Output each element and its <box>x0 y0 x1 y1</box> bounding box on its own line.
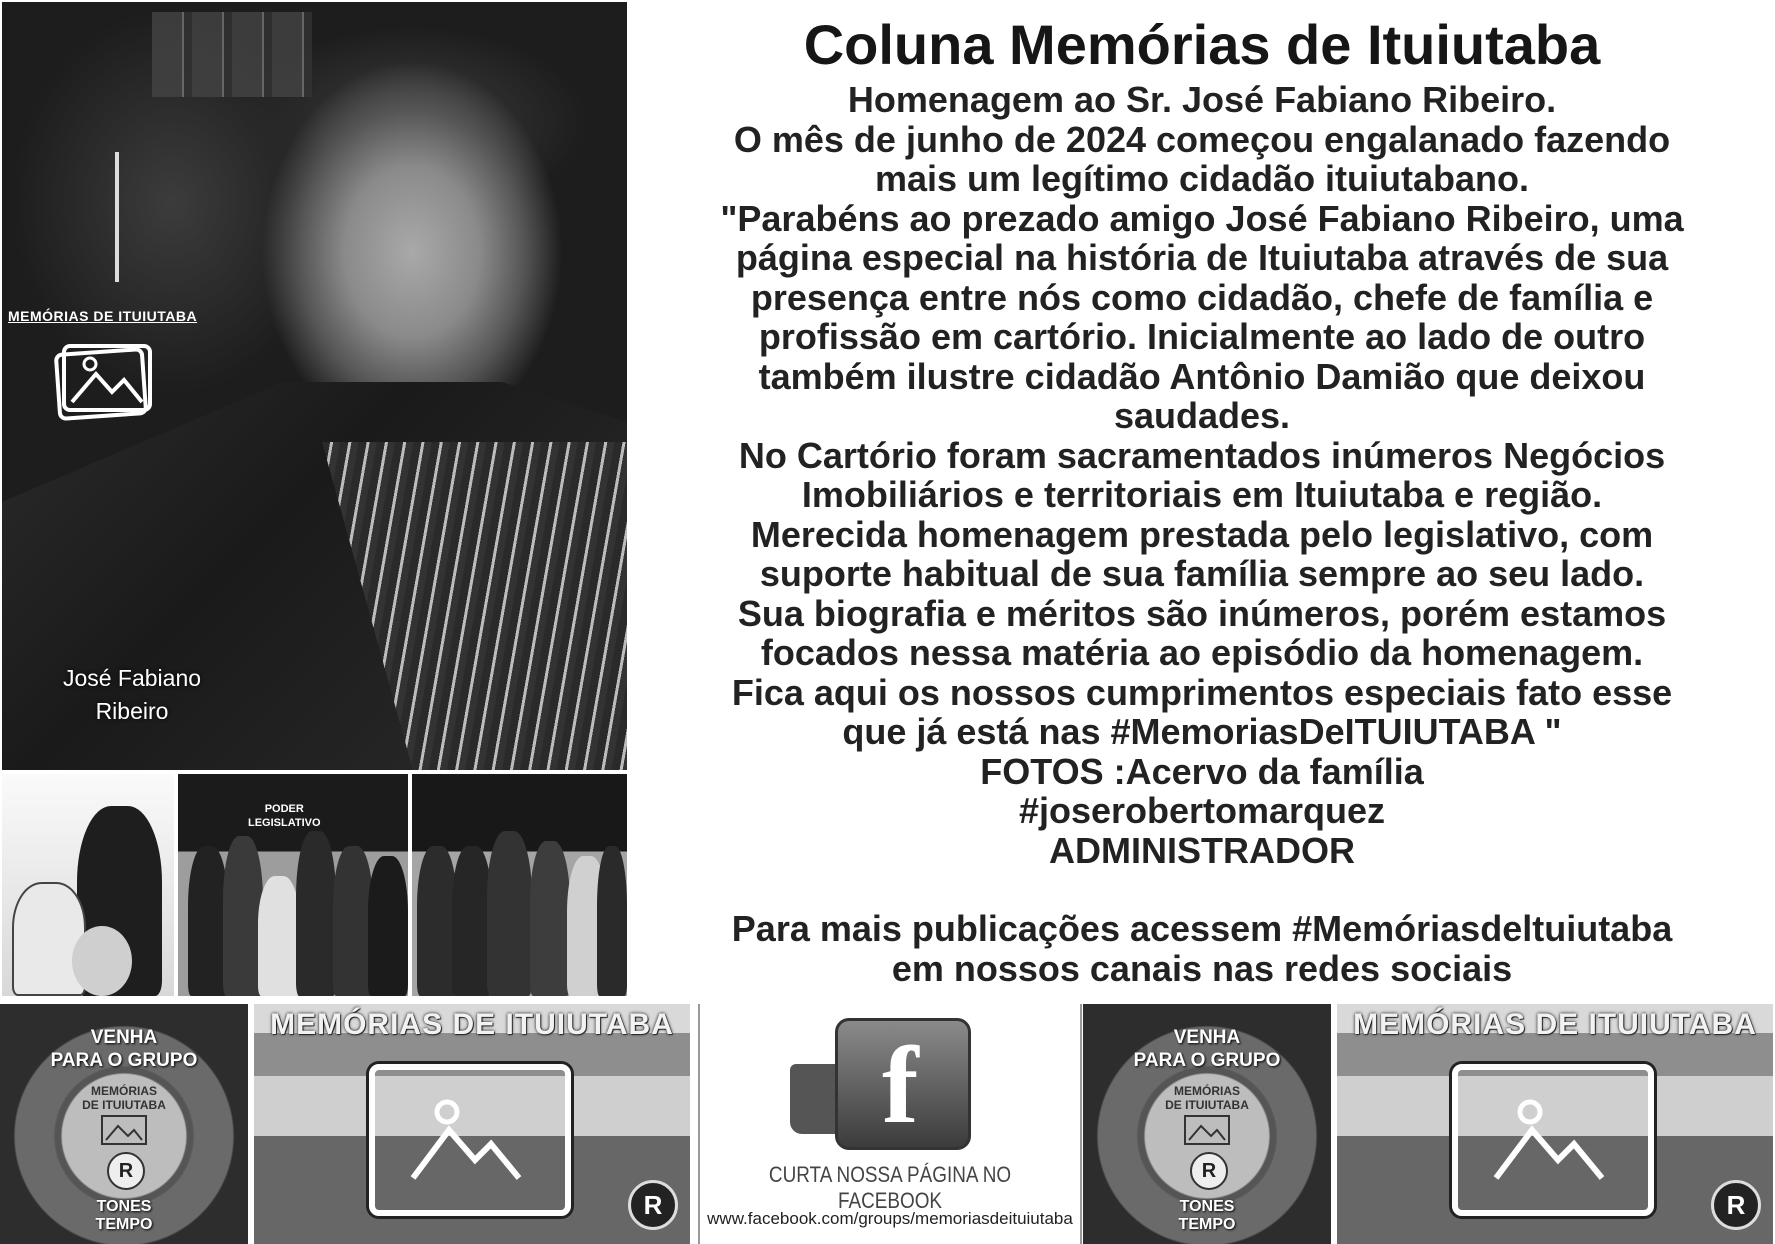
image-icon <box>1488 1086 1608 1186</box>
photo-person <box>452 846 492 996</box>
facebook-icon <box>835 1018 971 1150</box>
article-line: "Parabéns ao prezado amigo José Fabiano Ribeiro, uma <box>720 197 1684 239</box>
caption-line-1: José Fabiano <box>62 665 202 691</box>
venha-bottom <box>0 1198 248 1234</box>
venha-line-1: VENHA <box>1173 1027 1241 1048</box>
facebook-cta: CURTA NOSSA PÁGINA NO FACEBOOK <box>768 1162 1012 1213</box>
article-line: suporte habitual de sua família sempre ao seu lado. <box>759 553 1645 594</box>
venha-sub-2: DE ITUIUTABA <box>1165 1098 1249 1112</box>
image-icon <box>100 1114 148 1146</box>
image-icon <box>1183 1114 1231 1146</box>
venha-sub-1: MEMÓRIAS <box>1174 1084 1240 1098</box>
background-glasses <box>152 12 312 97</box>
sign-line-1: PODER <box>264 803 304 815</box>
photo-person <box>223 836 263 996</box>
venha-sub-2: DE ITUIUTABA <box>82 1098 166 1112</box>
venha-sub <box>0 1084 248 1112</box>
legislative-sign <box>248 802 321 830</box>
image-icon <box>405 1086 525 1186</box>
photo-person <box>597 846 627 996</box>
image-icon <box>54 342 154 422</box>
city-tile-right <box>1337 1004 1773 1244</box>
facebook-letter: f <box>882 1024 919 1146</box>
portrait-watermark: MEMÓRIAS DE ITUIUTABA <box>8 308 198 324</box>
article-line: O mês de junho de 2024 começou engalanado fazendo <box>733 118 1671 160</box>
image-frame <box>369 1064 571 1216</box>
city-header: MEMÓRIAS DE ITUIUTABA <box>270 1008 674 1041</box>
photo-legislative-group <box>412 774 627 996</box>
article-line: mais um legítimo cidadão ituiutabano. <box>874 158 1530 199</box>
city-header: MEMÓRIAS DE ITUIUTABA <box>1353 1008 1757 1041</box>
group-badge-left <box>0 1004 248 1244</box>
bottom-banner <box>0 1004 1775 1244</box>
photo-person <box>296 831 336 996</box>
venha-bottom-2: TEMPO <box>1178 1216 1236 1233</box>
article-line: No Cartório foram sacramentados inúmeros Negócios <box>738 434 1666 476</box>
caption-line-2: Ribeiro <box>95 698 169 724</box>
image-frame <box>1452 1064 1654 1216</box>
article-line: Homenagem ao Sr. José Fabiano Ribeiro. <box>847 79 1557 120</box>
article-line: página especial na história de Ituiutaba através de sua <box>735 237 1669 278</box>
photo-person <box>258 876 300 996</box>
article-line: FOTOS :Acervo da família <box>980 750 1424 792</box>
article-line: saudades. <box>1113 395 1291 436</box>
city-tile-left <box>254 1004 690 1244</box>
venha-line-1: VENHA <box>90 1027 158 1048</box>
article-line: que já está nas #MemoriasDeITUIUTABA " <box>842 711 1562 752</box>
venha-bottom-2: TEMPO <box>95 1216 153 1233</box>
r-badge: R <box>628 1180 678 1230</box>
background-lamp <box>115 152 119 282</box>
article-line: presença entre nós como cidadão, chefe de família e <box>750 276 1654 318</box>
article-line: focados nessa matéria ao episódio da homenagem. <box>760 632 1644 673</box>
article-line: #joserobertomarquez <box>1018 790 1386 831</box>
venha-sub-1: MEMÓRIAS <box>91 1084 157 1098</box>
venha-line-2: PARA O GRUPO <box>1133 1050 1281 1071</box>
sign-line-2: LEGISLATIVO <box>248 817 321 829</box>
r-badge: R <box>1190 1152 1228 1190</box>
photo-person <box>417 846 457 996</box>
article-line: Imobiliários e territoriais em Ituiutaba e região. <box>801 474 1603 515</box>
footer-line-2: em nossos canais nas redes sociais <box>891 947 1513 989</box>
photo-person <box>530 841 570 996</box>
portrait-caption <box>32 662 232 728</box>
photo-bouquet <box>72 926 132 996</box>
homage-photos <box>2 774 627 996</box>
photo-person <box>368 856 408 996</box>
r-badge: R <box>1711 1180 1761 1230</box>
photo-person <box>333 846 373 996</box>
venha-bottom-1: TONES <box>1179 1198 1235 1215</box>
article-title: Coluna Memórias de Ituiutaba <box>803 13 1601 76</box>
portrait-photo <box>2 2 627 770</box>
photo-flowers <box>2 774 174 996</box>
article-line: ADMINISTRADOR <box>1049 829 1355 871</box>
photo-person <box>12 882 86 996</box>
article-line: também ilustre cidadão Antônio Damião que deixou <box>758 355 1646 397</box>
footer-line-1: Para mais publicações acessem #Memóriasdeltuiutaba <box>731 908 1673 949</box>
venha-sub <box>1083 1084 1331 1112</box>
article-line: profissão em cartório. Inicialmente ao lado de outro <box>758 316 1646 357</box>
photo-person <box>487 831 532 996</box>
venha-bottom-1: TONES <box>96 1198 152 1215</box>
facebook-url[interactable]: www.facebook.com/groups/memoriasdeituiutaba <box>707 1209 1073 1228</box>
article-line: Fica aqui os nossos cumprimentos especiais fato esse <box>731 671 1673 713</box>
venha-heading <box>0 1026 248 1072</box>
group-badge-right <box>1083 1004 1331 1244</box>
photo-person <box>188 846 228 996</box>
photo-family-group <box>178 774 408 996</box>
venha-bottom <box>1083 1198 1331 1234</box>
article <box>636 10 1768 988</box>
facebook-tile[interactable] <box>698 1004 1082 1244</box>
article-line: Merecida homenagem prestada pelo legislativo, com <box>750 513 1654 555</box>
r-badge: R <box>107 1152 145 1190</box>
article-line: Sua biografia e méritos são inúmeros, porém estamos <box>737 592 1667 634</box>
venha-heading <box>1083 1026 1331 1072</box>
venha-line-2: PARA O GRUPO <box>50 1050 198 1071</box>
article-body <box>636 80 1768 870</box>
